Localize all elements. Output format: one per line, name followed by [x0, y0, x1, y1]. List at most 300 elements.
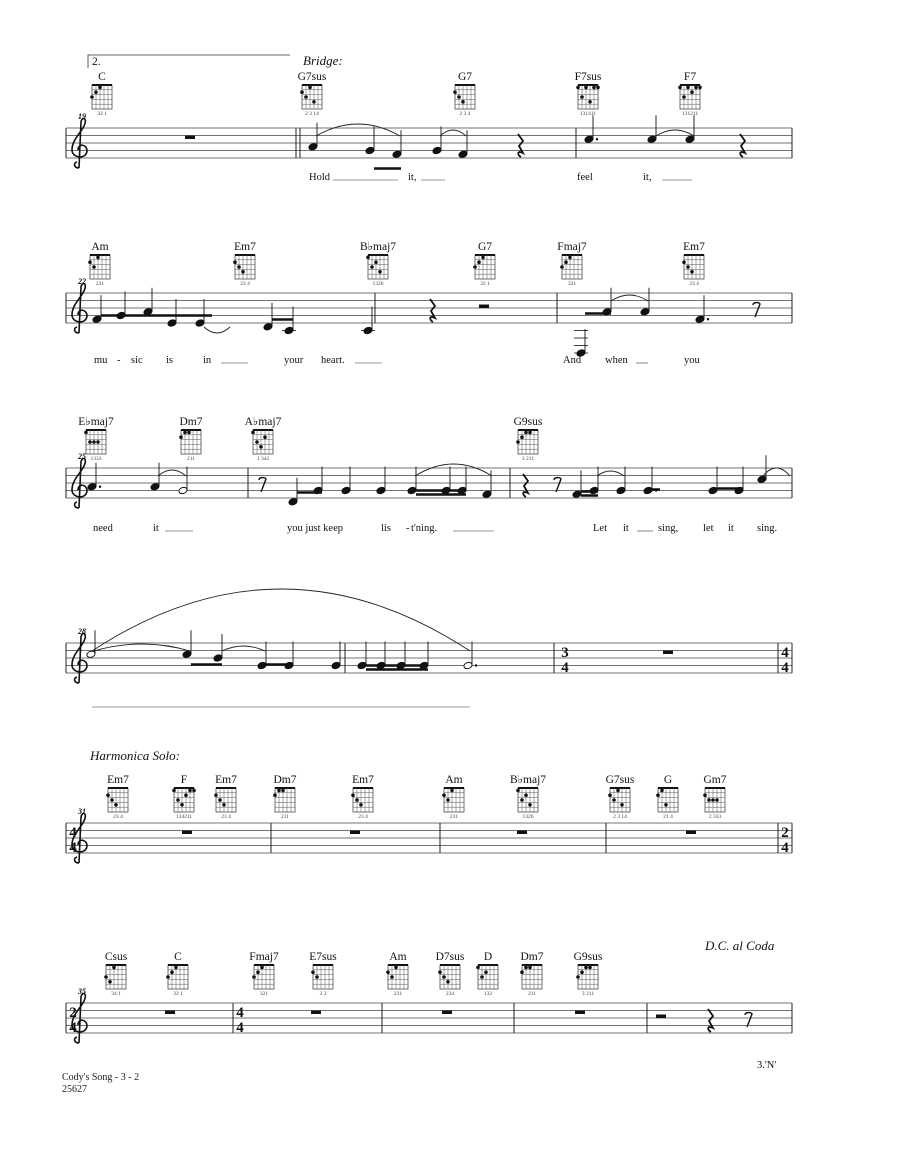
chord-diagram: [678, 71, 702, 117]
chord-diagram: [473, 241, 495, 287]
chord-diagram: [575, 71, 602, 117]
chord-dot: [612, 798, 616, 802]
notehead: [257, 661, 267, 670]
quarter-rest: [523, 474, 528, 497]
note: [602, 288, 612, 316]
staff-system: [66, 293, 792, 323]
chord-fingering: 3 211: [521, 456, 535, 462]
eighth-rest: [259, 478, 266, 492]
chord-diagram: [476, 951, 498, 997]
chord-dot: [686, 265, 690, 269]
chord-fingering: 1333: [90, 456, 102, 462]
chord-fingering: 32 1: [480, 281, 490, 287]
chord-name: Gm7: [703, 774, 727, 786]
chord-dot: [576, 975, 580, 979]
lyric-syllable: need: [93, 523, 113, 534]
chord-name: F7sus: [574, 71, 602, 83]
chord-name: Em7: [683, 241, 705, 253]
notehead: [263, 322, 273, 331]
time-signature-numerator: 4: [781, 645, 789, 661]
notehead: [331, 661, 341, 670]
time-signature-denominator: 4: [781, 840, 789, 856]
chord-dot: [394, 966, 398, 970]
chord-dot: [386, 970, 390, 974]
chord-fingering: 23 4: [358, 814, 368, 820]
chord-name: D: [483, 951, 493, 963]
note: [647, 115, 657, 143]
chord-name: Dm7: [273, 774, 297, 786]
chord-diagram: [104, 951, 128, 997]
notehead: [584, 135, 594, 144]
chord-dot: [374, 260, 378, 264]
time-signature-numerator: 2: [781, 825, 789, 841]
chord-diagram: [309, 951, 337, 997]
footer-code: 25627: [62, 1084, 87, 1095]
whole-rest: [686, 831, 696, 835]
chord-name: Am: [91, 241, 109, 253]
time-signature: [561, 645, 569, 676]
note: [734, 467, 744, 495]
chord-diagram: [682, 241, 705, 287]
note: [182, 630, 192, 658]
half-rest: [479, 305, 489, 309]
chord-dot: [707, 798, 711, 802]
chord-dot: [214, 793, 218, 797]
chord-name: Em7: [234, 241, 256, 253]
note: [708, 467, 718, 495]
chord-dot: [580, 95, 584, 99]
chord-diagram: [88, 241, 110, 287]
note: [616, 467, 626, 495]
chord-diagram: [360, 241, 396, 287]
chord-dot: [461, 100, 465, 104]
half-rest: [656, 1015, 666, 1019]
chord-dot: [480, 975, 484, 979]
chord-diagram: [557, 241, 587, 287]
notehead: [685, 135, 695, 144]
note: [365, 127, 375, 155]
chord-dot: [715, 798, 719, 802]
measure-number: 28: [78, 627, 86, 636]
lyric-syllable: sic: [131, 355, 143, 366]
notehead: [407, 486, 417, 495]
chord-dot: [218, 798, 222, 802]
time-signature-denominator: 4: [781, 660, 789, 676]
chord-name: C: [98, 71, 106, 83]
chord-dot: [528, 966, 532, 970]
chord-diagram: [179, 416, 203, 462]
lyric-syllable: you: [684, 355, 700, 366]
chord-diagram: [656, 774, 678, 820]
chord-dot: [96, 256, 100, 260]
dot: [99, 486, 101, 488]
chord-dot: [174, 966, 178, 970]
chord-dot: [300, 90, 304, 94]
chord-dot: [110, 798, 114, 802]
chord-name: D7sus: [435, 951, 465, 963]
chord-dot: [520, 970, 524, 974]
chord-dot: [446, 980, 450, 984]
chord-dot: [378, 270, 382, 274]
chord-dot: [484, 970, 488, 974]
notehead: [87, 482, 97, 491]
notehead: [288, 497, 298, 506]
chord-name: B♭maj7: [359, 241, 397, 253]
chord-name: G: [663, 774, 673, 786]
chord-dot: [104, 975, 108, 979]
chord-dot: [592, 86, 596, 90]
chord-diagram: [606, 774, 635, 820]
note: [331, 642, 341, 670]
quarter-rest: [708, 1009, 713, 1032]
chord-fingering: 1 342: [256, 456, 270, 462]
chord-dot: [252, 975, 256, 979]
chord-name: F7: [683, 71, 697, 83]
dot: [596, 138, 598, 140]
time-signature: [69, 825, 77, 856]
chord-dot: [233, 260, 237, 264]
chord-name: G7sus: [605, 774, 635, 786]
chord-fingering: 2 3 4: [459, 111, 471, 117]
chord-dot: [390, 975, 394, 979]
chord-dot: [520, 798, 524, 802]
notehead: [167, 319, 177, 328]
chord-dot: [92, 265, 96, 269]
chord-fingering: 134211: [175, 814, 193, 820]
chord-dot: [682, 95, 686, 99]
chord-fingering: 1326: [372, 281, 384, 287]
chord-dot: [179, 435, 183, 439]
chord-diagram: [510, 774, 546, 820]
measure-number: 25: [78, 452, 86, 461]
chord-grid: [475, 255, 495, 279]
chord-dot: [176, 798, 180, 802]
whole-rest: [663, 651, 673, 655]
chord-dot: [183, 431, 187, 435]
chord-dot: [259, 445, 263, 449]
chord-dot: [524, 966, 528, 970]
chord-dot: [682, 260, 686, 264]
time-signature: [781, 645, 789, 676]
note: [87, 463, 101, 491]
chord-dot: [457, 95, 461, 99]
lyric-syllable: it,: [408, 172, 417, 183]
chord-dot: [108, 980, 112, 984]
chord-fingering: 2 3 14: [613, 814, 627, 820]
chord-dot: [560, 265, 564, 269]
chord-dot: [616, 789, 620, 793]
note: [757, 455, 767, 483]
chord-name: Am: [445, 774, 463, 786]
section-harmonica-solo: Harmonica Solo:: [90, 748, 180, 763]
note: [482, 470, 492, 498]
notehead: [392, 150, 402, 159]
chord-fingering: 21 4: [663, 814, 673, 820]
chord-name: E7sus: [309, 951, 337, 963]
chord-dot: [473, 265, 477, 269]
measure-number: 19: [78, 112, 86, 121]
chord-dot: [656, 793, 660, 797]
note: [213, 634, 223, 662]
whole-rest: [185, 136, 195, 140]
chord-dot: [446, 798, 450, 802]
lyric-syllable: lis: [381, 523, 391, 534]
notehead: [647, 135, 657, 144]
quarter-rest: [740, 134, 745, 157]
chord-dot: [516, 440, 520, 444]
chord-name: G9sus: [513, 416, 543, 428]
time-signature-denominator: 4: [69, 840, 77, 856]
whole-rest: [165, 1011, 175, 1015]
chord-dot: [660, 789, 664, 793]
eighth-rest: [745, 1013, 752, 1027]
lyric-syllable: it: [153, 523, 159, 534]
whole-rest: [311, 1011, 321, 1015]
chord-dot: [106, 793, 110, 797]
chord-dot: [180, 803, 184, 807]
lyric-syllable: sing,: [658, 523, 679, 534]
chord-dot: [281, 789, 285, 793]
footer-title: Cody's Song - 3 - 2: [62, 1072, 140, 1083]
chord-diagram: [166, 951, 188, 997]
chord-diagram: [273, 774, 297, 820]
chord-dot: [94, 90, 98, 94]
quarter-rest: [518, 134, 523, 157]
chord-name: Dm7: [179, 416, 203, 428]
notehead: [640, 307, 650, 316]
time-signature-numerator: 4: [236, 1005, 244, 1021]
note: [640, 288, 650, 316]
chord-fingering: 2 3: [319, 991, 327, 997]
dot: [475, 664, 477, 666]
note: [361, 307, 375, 335]
chord-dot: [690, 270, 694, 274]
note: [407, 467, 417, 495]
chord-name: F: [180, 774, 188, 786]
chord-fingering: 231: [95, 281, 105, 287]
notehead: [308, 142, 318, 151]
chord-dot: [528, 431, 532, 435]
chord-dot: [520, 435, 524, 439]
notehead: [643, 486, 653, 495]
chord-dot: [477, 260, 481, 264]
time-signature: [781, 825, 789, 856]
eighth-rest: [753, 303, 760, 317]
chord-dot: [694, 86, 698, 90]
chord-fingering: 321: [259, 991, 269, 997]
slur: [92, 589, 470, 651]
chord-name: Am: [389, 951, 407, 963]
notehead: [213, 654, 223, 663]
chord-dot: [241, 270, 245, 274]
notehead: [757, 475, 767, 484]
slur: [316, 124, 400, 136]
chord-grid: [254, 965, 274, 989]
chord-fingering: 1326: [522, 814, 534, 820]
notehead: [572, 490, 582, 499]
chord-dot: [88, 260, 92, 264]
dc-al-coda: D.C. al Coda: [705, 938, 775, 953]
chord-dot: [166, 975, 170, 979]
lyric-syllable: Hold: [309, 172, 330, 183]
lyric-syllable: And: [563, 355, 582, 366]
chord-dot: [664, 803, 668, 807]
chord-diagram: [436, 951, 465, 997]
chord-fingering: 211: [186, 456, 196, 462]
chord-grid: [168, 965, 188, 989]
chord-dot: [114, 803, 118, 807]
whole-rest: [442, 1011, 452, 1015]
time-signature: [69, 1005, 77, 1036]
chord-dot: [678, 86, 682, 90]
chord-dot: [690, 90, 694, 94]
chord-diagram: [351, 774, 374, 820]
lyric-syllable: is: [166, 355, 174, 366]
note: [341, 467, 351, 495]
chord-grid: [562, 255, 582, 279]
notehead: [432, 146, 442, 155]
chord-diagram: [386, 951, 408, 997]
chord-fingering: 131411: [579, 111, 597, 117]
chord-fingering: 34 1: [111, 991, 121, 997]
chord-name: G7: [477, 241, 493, 253]
time-signature-denominator: 4: [236, 1020, 244, 1036]
chord-name: E♭maj7: [78, 416, 114, 428]
note: [685, 115, 695, 143]
chord-dot: [170, 970, 174, 974]
note: [150, 463, 160, 491]
chord-dot: [476, 966, 480, 970]
note: [463, 642, 477, 670]
note: [308, 123, 318, 151]
note: [195, 299, 205, 327]
chord-fingering: 32 1: [173, 991, 183, 997]
lyric-syllable: in: [203, 355, 212, 366]
chord-dot: [686, 86, 690, 90]
chord-name: Dm7: [520, 951, 544, 963]
chord-fingering: 234: [445, 991, 455, 997]
notehead: [195, 319, 205, 328]
chord-fingering: 132: [483, 991, 493, 997]
chord-dot: [359, 803, 363, 807]
chord-diagram: [298, 71, 327, 117]
lyric-syllable: sing.: [757, 523, 778, 534]
chord-fingering: 23 4: [240, 281, 250, 287]
slur: [94, 644, 190, 651]
chord-dot: [438, 970, 442, 974]
chord-dot: [308, 86, 312, 90]
lyric-syllable: t'ning.: [411, 523, 438, 534]
measure-number: 22: [78, 277, 86, 286]
chord-diagram: [245, 416, 282, 462]
chord-dot: [564, 260, 568, 264]
chord-dot: [516, 789, 520, 793]
chord-diagram: [514, 416, 543, 462]
note: [572, 470, 582, 498]
chord-dot: [312, 100, 316, 104]
chord-name: Fmaj7: [249, 951, 279, 963]
lyric-syllable: -: [406, 523, 410, 534]
chord-fingering: 2 3 14: [305, 111, 319, 117]
section-bridge: Bridge:: [303, 53, 343, 68]
chord-dot: [188, 789, 192, 793]
chord-fingering: 211: [280, 814, 290, 820]
lyric-syllable: your: [284, 355, 304, 366]
chord-name: Em7: [215, 774, 237, 786]
chord-dot: [703, 793, 707, 797]
chord-diagram: [214, 774, 237, 820]
chord-diagram: [249, 951, 279, 997]
chord-dot: [237, 265, 241, 269]
chord-fingering: 3 211: [581, 991, 595, 997]
note: [86, 630, 96, 658]
chord-dot: [453, 90, 457, 94]
measure-number: 31: [78, 807, 86, 816]
chord-dot: [84, 431, 88, 435]
chord-dot: [588, 100, 592, 104]
chord-grid: [106, 965, 126, 989]
chord-diagram: [453, 71, 475, 117]
lyric-syllable: it: [623, 523, 629, 534]
chord-dot: [277, 789, 281, 793]
chord-fingering: 23 4: [113, 814, 123, 820]
chord-name: Csus: [104, 951, 128, 963]
chord-grid: [518, 430, 538, 454]
chord-name: A♭maj7: [244, 416, 282, 428]
measure-number: 35: [78, 987, 86, 996]
lyric-syllable: it,: [643, 172, 652, 183]
notehead: [182, 650, 192, 659]
chord-diagram: [520, 951, 544, 997]
note: [167, 299, 177, 327]
chord-name: G9sus: [573, 951, 603, 963]
notehead: [341, 486, 351, 495]
chord-dot: [588, 966, 592, 970]
note: [376, 467, 386, 495]
note: [432, 127, 442, 155]
ending-bracket: [88, 55, 290, 68]
note: [584, 115, 598, 143]
chord-dot: [256, 970, 260, 974]
time-signature-numerator: 4: [69, 825, 77, 841]
chord-dot: [442, 975, 446, 979]
notehead: [463, 661, 473, 670]
chord-dot: [370, 265, 374, 269]
chord-name: B♭maj7: [509, 774, 547, 786]
lyric-syllable: Let: [593, 523, 607, 534]
slur: [204, 327, 230, 333]
lyric-syllable: feel: [577, 172, 593, 183]
note: [92, 295, 102, 323]
chord-dot: [528, 803, 532, 807]
note: [574, 329, 588, 357]
chord-dot: [92, 440, 96, 444]
whole-rest: [350, 831, 360, 835]
chord-dot: [90, 95, 94, 99]
chord-grid: [578, 965, 598, 989]
lyric-syllable: heart.: [321, 355, 345, 366]
chord-diagram: [233, 241, 256, 287]
notehead: [616, 486, 626, 495]
chord-dot: [304, 95, 308, 99]
note: [257, 642, 267, 670]
chord-dot: [442, 793, 446, 797]
chord-dot: [698, 86, 702, 90]
chord-dot: [315, 975, 319, 979]
chord-grid: [92, 85, 112, 109]
staff-system: [66, 823, 792, 853]
chord-dot: [366, 256, 370, 260]
